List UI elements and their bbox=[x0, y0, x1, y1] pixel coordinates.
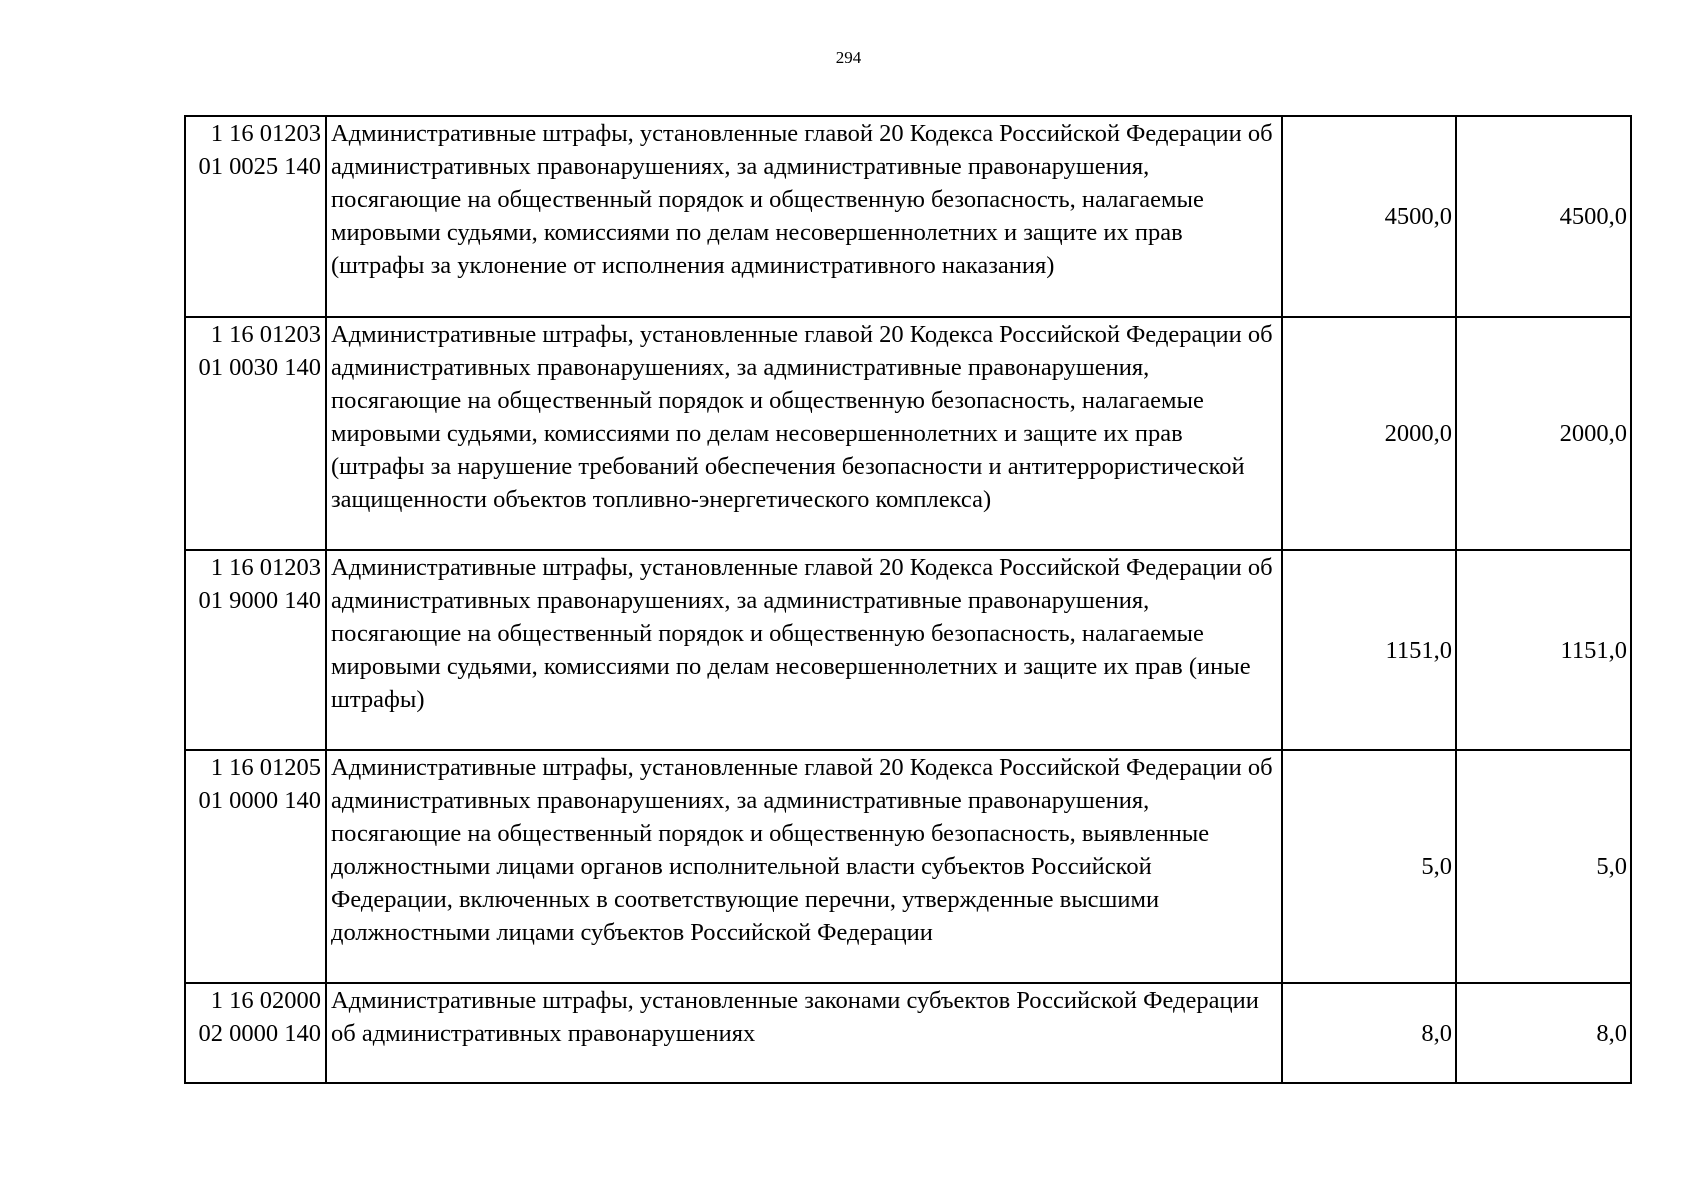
amount-cell: 5,0 bbox=[1456, 750, 1631, 983]
amount-cell: 5,0 bbox=[1282, 750, 1456, 983]
budget-code-cell: 1 16 01203 01 0030 140 bbox=[185, 317, 326, 550]
amount-cell: 8,0 bbox=[1282, 983, 1456, 1083]
amount-cell: 4500,0 bbox=[1282, 116, 1456, 317]
table-row bbox=[185, 550, 1631, 750]
description-cell: Административные штрафы, установленные законами субъектов Российской Федерации об административных правонарушениях bbox=[326, 983, 1282, 1083]
amount-cell: 2000,0 bbox=[1282, 317, 1456, 550]
description-cell: Административные штрафы, установленные главой 20 Кодекса Российской Федерации об административных правонарушениях, за административные правонарушения, посягающие на общественный порядок и общественную безопасность, выявленные должностными лицами органов исполнительной власти субъектов Российской Федерации, включенных в соответствующие перечни, утвержденные высшими должностными лицами субъектов Российской Федерации bbox=[326, 750, 1282, 983]
amount-cell: 1151,0 bbox=[1282, 550, 1456, 750]
budget-revenue-table bbox=[184, 115, 1632, 1084]
amount-cell: 4500,0 bbox=[1456, 116, 1631, 317]
amount-cell: 8,0 bbox=[1456, 983, 1631, 1083]
amount-cell: 2000,0 bbox=[1456, 317, 1631, 550]
table-row bbox=[185, 750, 1631, 983]
page-number: 294 bbox=[835, 48, 862, 67]
table-row bbox=[185, 317, 1631, 550]
budget-code-cell: 1 16 01205 01 0000 140 bbox=[185, 750, 326, 983]
budget-code-cell: 1 16 01203 01 9000 140 bbox=[185, 550, 326, 750]
description-cell: Административные штрафы, установленные главой 20 Кодекса Российской Федерации об административных правонарушениях, за административные правонарушения, посягающие на общественный порядок и общественную безопасность, налагаемые мировыми судьями, комиссиями по делам несовершеннолетних и защите их прав (штрафы за уклонение от исполнения административного наказания) bbox=[326, 116, 1282, 317]
budget-code-cell: 1 16 01203 01 0025 140 bbox=[185, 116, 326, 317]
description-cell: Административные штрафы, установленные главой 20 Кодекса Российской Федерации об административных правонарушениях, за административные правонарушения, посягающие на общественный порядок и общественную безопасность, налагаемые мировыми судьями, комиссиями по делам несовершеннолетних и защите их прав (штрафы за нарушение требований обеспечения безопасности и антитеррористической защищенности объектов топливно-энергетического комплекса) bbox=[326, 317, 1282, 550]
amount-cell: 1151,0 bbox=[1456, 550, 1631, 750]
table-row bbox=[185, 983, 1631, 1083]
table-row bbox=[185, 116, 1631, 317]
description-cell: Административные штрафы, установленные главой 20 Кодекса Российской Федерации об административных правонарушениях, за административные правонарушения, посягающие на общественный порядок и общественную безопасность, налагаемые мировыми судьями, комиссиями по делам несовершеннолетних и защите их прав (иные штрафы) bbox=[326, 550, 1282, 750]
budget-code-cell: 1 16 02000 02 0000 140 bbox=[185, 983, 326, 1083]
